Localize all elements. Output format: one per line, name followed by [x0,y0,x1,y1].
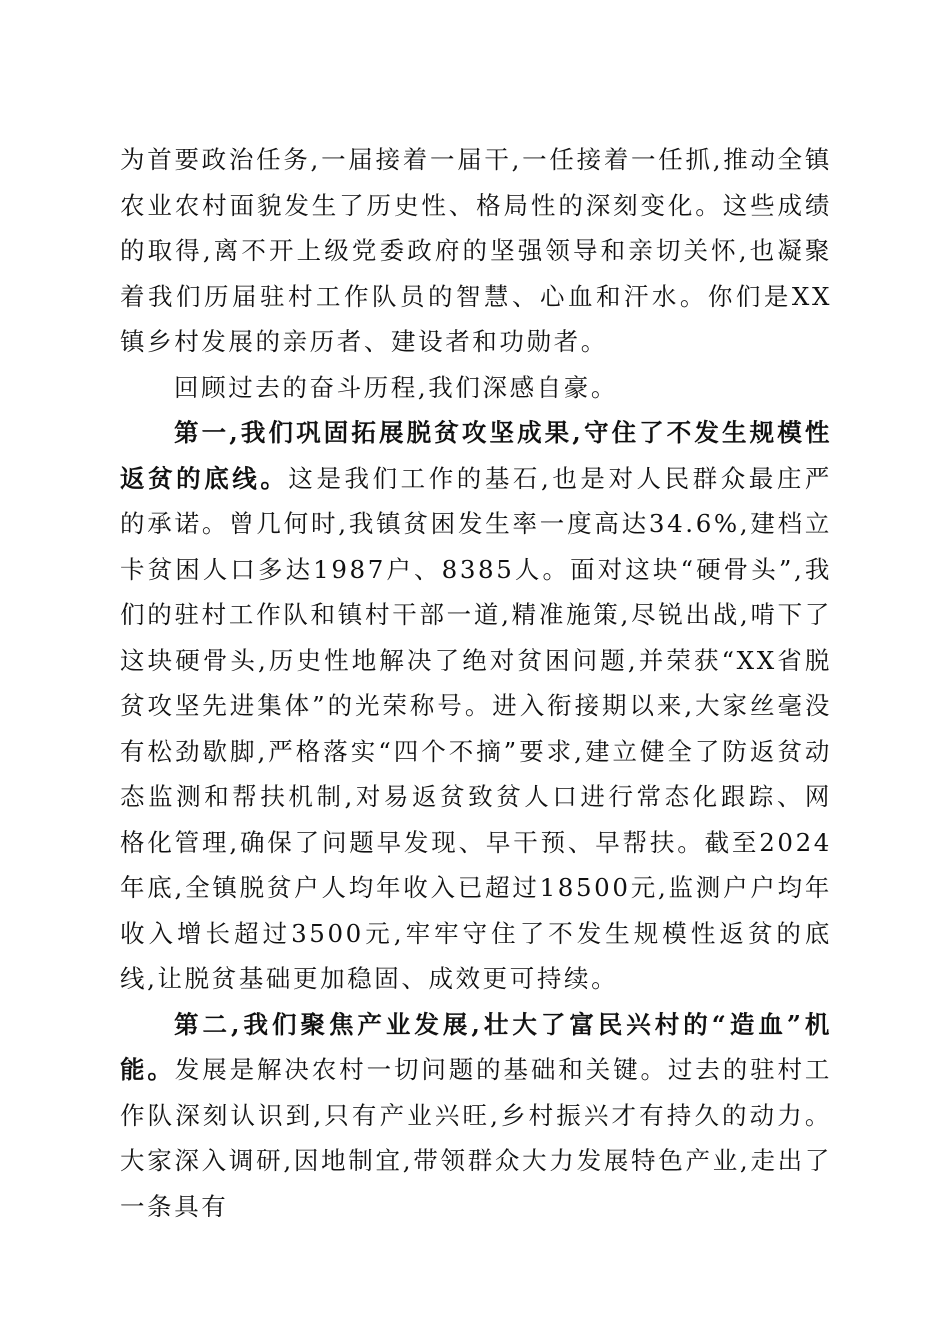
paragraph-text: 这是我们工作的基石,也是对人民群众最庄严的承诺。曾几何时,我镇贫困发生率一度高达34.6%,建档立卡贫困人口多达1987户、8385人。面对这块“硬骨头”,我们的驻村工作队和镇村干部一道,精准施策,尽锐出战,啃下了这块硬骨头,历史性地解决了绝对贫困问题,并荣获“XX省脱贫攻坚先进集体”的光荣称号。进入衔接期以来,大家丝毫没有松劲歇脚,严格落实“四个不摘”要求,建立健全了防返贫动态监测和帮扶机制,对易返贫致贫人口进行常态化跟踪、网格化管理,确保了问题早发现、早干预、早帮扶。截至2024年底,全镇脱贫户人均年收入已超过18500元,监测户户均年收入增长超过3500元,牢牢守住了不发生规模性返贫的底线,让脱贫基础更加稳固、成效更可持续。 [120,463,832,993]
paragraph-review [120,365,832,411]
document-body [120,137,832,1229]
paragraph-lead-heading: 第一,我们巩固拓展脱贫攻坚成果,守住了不发生规模性返贫的底线。 [120,418,832,493]
paragraph-second-point [120,1002,832,1230]
paragraph-lead-heading: 第二,我们聚焦产业发展,壮大了富民兴村的“造血”机能。 [120,1009,832,1084]
paragraph-first-point [120,410,832,1002]
paragraph-text: 为首要政治任务,一届接着一届干,一任接着一任抓,推动全镇农业农村面貌发生了历史性、格局性的深刻变化。这些成绩的取得,离不开上级党委政府的坚强领导和亲切关怀,也凝聚着我们历届驻村工作队员的智慧、心血和汗水。你们是XX镇乡村发展的亲历者、建设者和功勋者。 [120,145,832,356]
paragraph-text: 回顾过去的奋斗历程,我们深感自豪。 [174,372,618,402]
paragraph-text: 发展是解决农村一切问题的基础和关键。过去的驻村工作队深刻认识到,只有产业兴旺,乡村振兴才有持久的动力。大家深入调研,因地制宜,带领群众大力发展特色产业,走出了一条具有 [120,1055,832,1221]
paragraph-intro [120,137,832,365]
